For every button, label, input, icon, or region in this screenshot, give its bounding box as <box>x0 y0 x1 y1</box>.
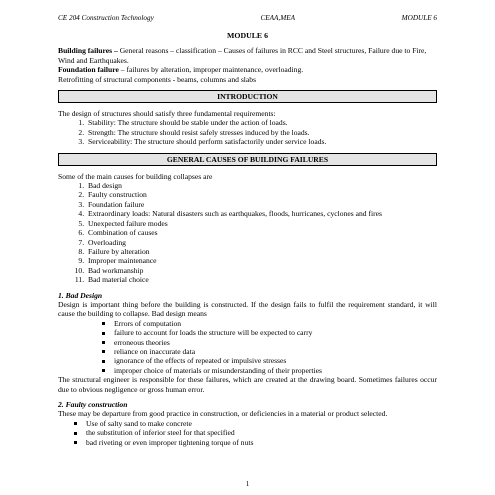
faulty-construction-paragraph: These may be departure from good practice in construction, or deficiencies in a material or product selected. <box>58 409 388 419</box>
bad-design-heading: 1. Bad Design <box>58 290 103 300</box>
list-item: 2. Strength: The structure should resist safely stresses induced by the loads. <box>86 128 437 137</box>
summary-failures <box>58 46 437 65</box>
list-item: 4. Extraordinary loads: Natural disasters such as earthquakes, floods, hurricanes, cyclones and fires <box>86 209 437 218</box>
list-item: 1. Bad design <box>86 181 437 190</box>
causes-heading: GENERAL CAUSES OF BUILDING FAILURES <box>58 153 437 166</box>
causes-lead: Some of the main causes for building collapses are <box>58 171 213 181</box>
list-item: 9. Improper maintenance <box>86 256 437 265</box>
faulty-construction-heading: 2. Faulty construction <box>58 400 128 409</box>
causes-list <box>58 181 437 284</box>
page-number: 1 <box>245 480 250 488</box>
summary-foundation-text: – failures by alteration, improper maintenance, overloading. <box>118 65 304 75</box>
list-item: Use of salty sand to make concrete <box>86 419 437 428</box>
list-item: 1. Stability: The structure should be stable under the action of loads. <box>86 118 437 127</box>
faulty-construction-list <box>58 419 437 447</box>
header-authors: CEAA,MEA <box>260 14 295 22</box>
list-item: ignorance of the effects of repeated or impulsive stresses <box>114 356 437 365</box>
list-item: erroneous theories <box>114 338 437 347</box>
list-item: 3. Foundation failure <box>86 200 437 209</box>
bad-design-list <box>58 319 437 375</box>
module-title: MODULE 6 <box>227 31 268 40</box>
header-module: MODULE 6 <box>401 14 437 22</box>
list-item: 6. Combination of causes <box>86 228 437 237</box>
list-item: the substitution of inferior steel for that specified <box>86 428 437 437</box>
list-item: failure to account for loads the structure will be expected to carry <box>114 328 437 337</box>
requirements-list <box>58 118 437 146</box>
list-item: bad riveting or even improper tightening torque of nuts <box>86 438 437 447</box>
header-course: CE 204 Construction Technology <box>58 14 154 22</box>
summary-retrofitting: Retrofitting of structural components - beams, columns and slabs <box>58 74 257 84</box>
list-item: reliance on inaccurate data <box>114 347 437 356</box>
list-item: 7. Overloading <box>86 238 437 247</box>
summary-failures-text: General reasons – classification – Causes of failures in RCC and Steel structures, Failure due to Fire, Wind and Earthquakes. <box>58 46 427 65</box>
list-item: 2. Faulty construction <box>86 190 437 199</box>
list-item: 5. Unexpected failure modes <box>86 219 437 228</box>
bad-design-paragraph: Design is important thing before the building is constructed. If the design fails to fulfil the requirement standard, it will cause the building to collapse. Bad design means <box>58 299 437 319</box>
list-item: 3. Serviceability: The structure should perform satisfactorily under service loads. <box>86 137 437 146</box>
list-item: Errors of computation <box>114 319 437 328</box>
bad-design-closing: The structural engineer is responsible for these failures, which are created at the drawing board. Sometimes failures occur due to obvious negligence or gross human error. <box>58 375 437 394</box>
list-item: 11. Bad material choice <box>86 275 437 284</box>
summary-failures-label: Building failures – <box>58 46 118 56</box>
list-item: improper choice of materials or misunderstanding of their properties <box>114 366 437 375</box>
summary-foundation-label: Foundation failure <box>58 65 119 75</box>
list-item: 10. Bad workmanship <box>86 266 437 275</box>
introduction-lead: The design of structures should satisfy three fundamental requirements: <box>58 109 276 119</box>
list-item: 8. Failure by alteration <box>86 247 437 256</box>
running-header <box>58 14 437 25</box>
introduction-heading: INTRODUCTION <box>58 90 437 103</box>
summary-foundation <box>58 65 437 74</box>
module-summary <box>58 46 437 84</box>
